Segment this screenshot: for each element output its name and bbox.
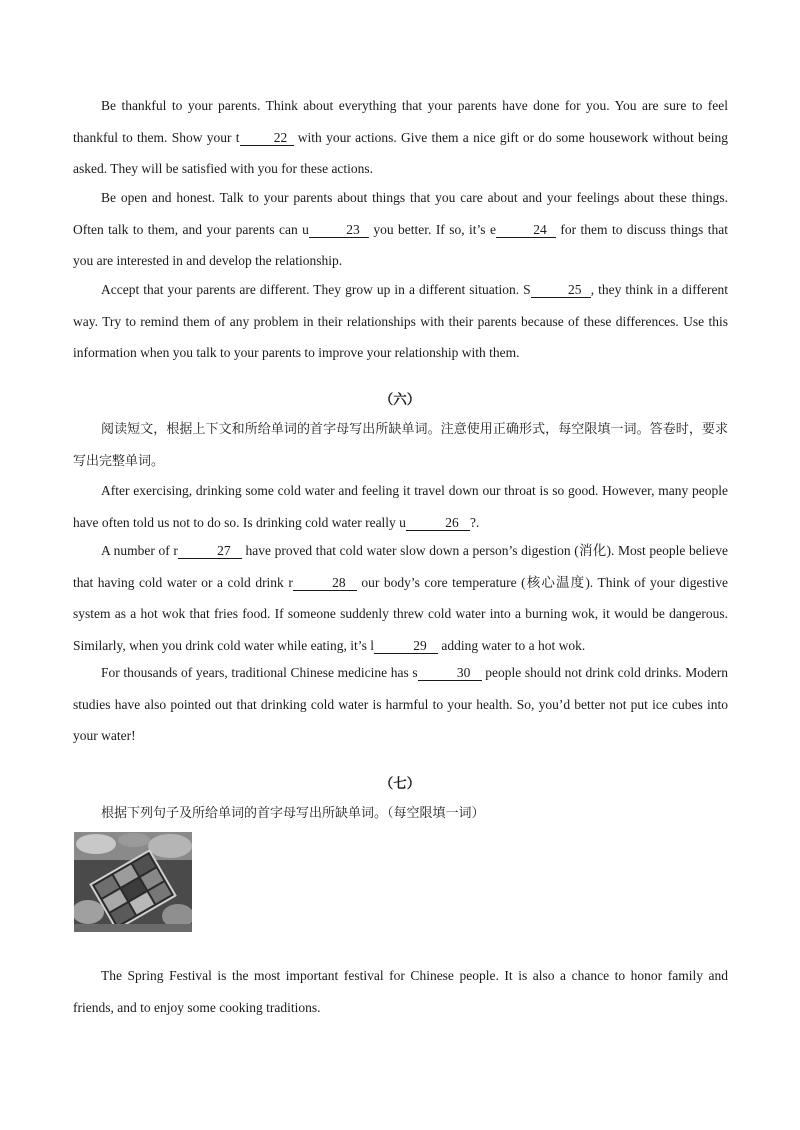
text-run: Accept that your parents are different. They grow up in a different situation. S [101,282,531,297]
text-run: our body’s core temperature (核心温度). Think of your digestive system as a hot wok that fries food. If someone suddenly threw cold water into a burning wok, it would be dangerous. Similarly, when you drink cold water while eating, it’s l [73,574,728,653]
paragraph-spring-festival: The Spring Festival is the most important festival for Chinese people. It is also a chance to honor family and friends, and to enjoy some cooking traditions. [73,968,728,1015]
paragraph-thankful [73,90,728,185]
blank-23: 23 [309,222,369,238]
paragraph-exercising [73,475,728,538]
text-run: for them to discuss things that you are interested in and develop the relationship. [73,221,728,268]
section-six-heading: （六） [379,392,421,407]
blank-25: 25 [531,282,591,298]
festival-food-photo [74,832,192,932]
paragraph-medicine [73,657,728,752]
blank-22: 22 [240,130,294,146]
section-six-instruction: 阅读短文，根据上下文和所给单词的首字母写出所缺单词。注意使用正确形式，每空限填一词。答卷时，要求写出完整单词。 [73,422,728,469]
text-run: , they think in a different way. Try to remind them of any problem in their relationships with their parents because of these differences. Use this information when you talk to your parents to improve your relationship with them. [73,282,728,360]
blank-27: 27 [178,543,242,559]
section-seven-heading: （七） [379,776,421,791]
festival-food-image [74,832,192,932]
blank-24: 24 [496,222,556,238]
paragraph-open-honest [73,182,728,277]
text-run: Be open and honest. Talk to your parents about things that you care about and your feelings about these things. Often talk to them, and your parents can u [73,190,728,237]
paragraph-digestion [73,535,728,661]
paragraph-accept [73,274,728,369]
text-run: people should not drink cold drinks. Modern studies have also pointed out that drinking cold water is harmful to your health. So, you’d better not put ice cubes into your water! [73,665,728,743]
text-run: Be thankful to your parents. Think about everything that your parents have done for you. You are sure to feel thankful to them. Show your t [73,98,728,145]
text-run: ?. [469,514,480,530]
blank-30: 30 [418,665,482,681]
text-run: you better. If so, it’s e [368,221,496,237]
text-run: A number of r [101,543,178,558]
blank-28: 28 [293,575,357,591]
blank-29: 29 [374,638,438,654]
text-run: After exercising, drinking some cold water and feeling it travel down our throat is so good. However, many people have often told us not to do so. Is drinking cold water really u [73,483,728,530]
blank-26: 26 [406,515,470,531]
text-run: have proved that cold water slow down a person’s digestion (消化). Most people believe that having cold water or a cold drink r [73,543,729,590]
text-run: adding water to a hot wok. [437,637,586,653]
text-run: For thousands of years, traditional Chinese medicine has s [101,665,418,680]
section-seven-instruction: 根据下列句子及所给单词的首字母写出所缺单词。（每空限填一词） [101,806,485,821]
text-run: with your actions. Give them a nice gift or do some housework without being asked. They will be satisfied with you for these actions. [73,129,728,176]
